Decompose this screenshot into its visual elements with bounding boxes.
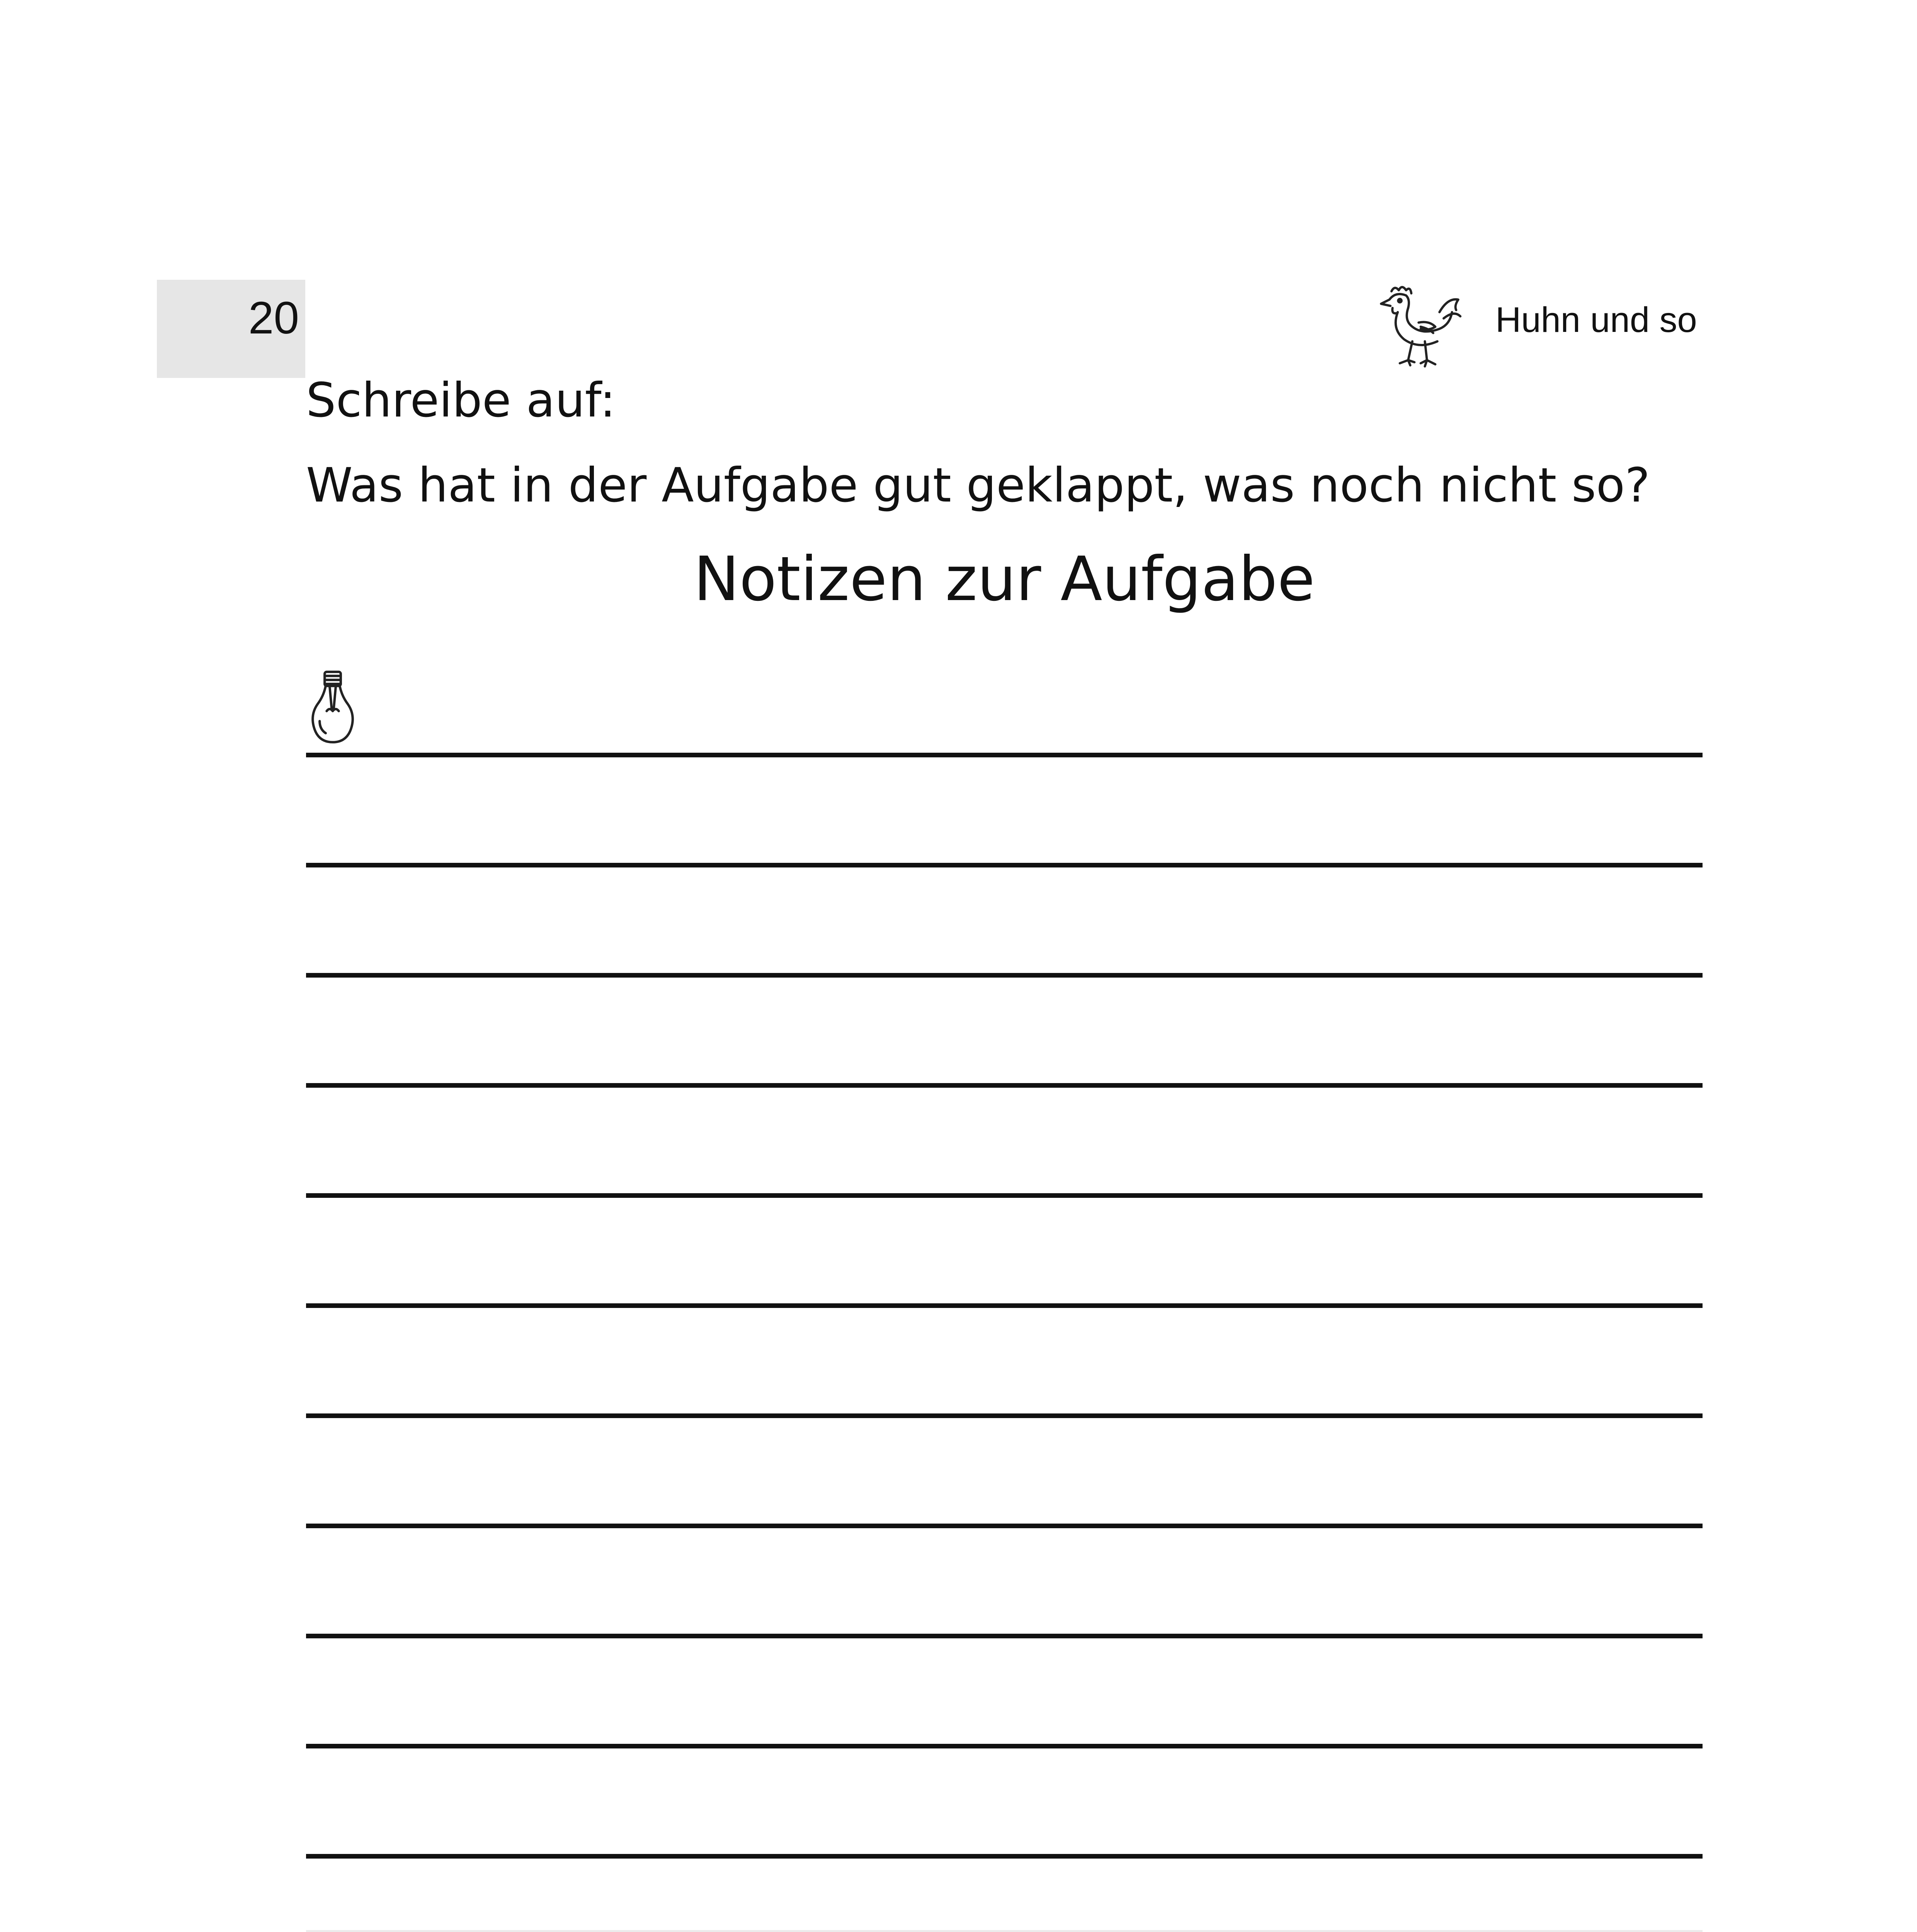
writing-line [306,973,1703,978]
chicken-icon [1360,277,1465,381]
writing-line [306,1744,1703,1748]
header-title: Huhn und so [1495,300,1697,340]
instruction-question: Was hat in der Aufgabe gut geklappt, was noch nicht so? [306,458,1650,513]
self-assessment-panel [306,1930,1703,1932]
writing-line [306,1634,1703,1638]
instruction-write: Schreibe auf: [306,373,616,428]
writing-line [306,753,1703,757]
writing-line [306,863,1703,867]
writing-line [306,1413,1703,1418]
page-number-tab [157,280,305,378]
page-number: 20 [248,293,299,344]
writing-line [306,1303,1703,1308]
notes-title: Notizen zur Aufgabe [694,544,1315,615]
header-branding [1360,277,1708,381]
light-bulb-icon [308,668,358,750]
writing-line [306,1193,1703,1198]
writing-line [306,1083,1703,1088]
writing-line [306,1524,1703,1528]
writing-line [306,1854,1703,1859]
